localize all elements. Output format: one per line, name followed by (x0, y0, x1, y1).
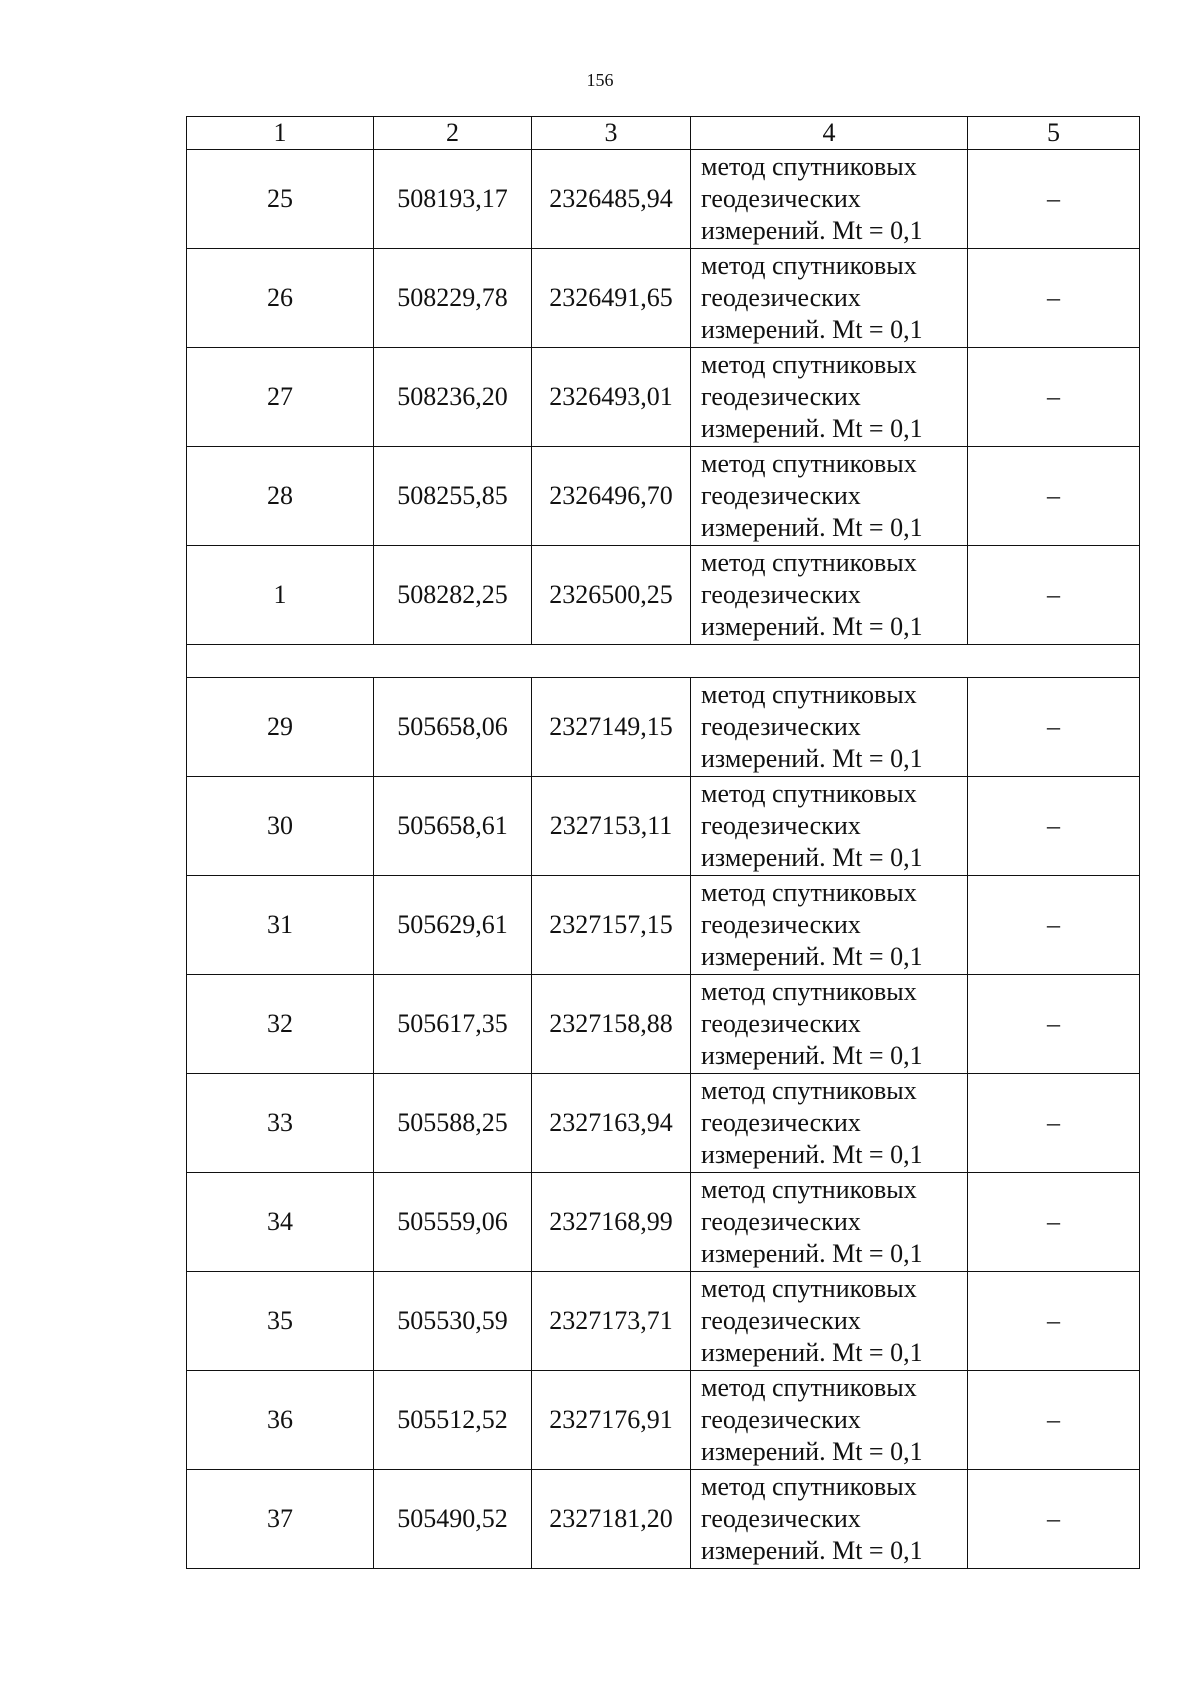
method-text-line: измерений. Mt = 0,1 (701, 612, 923, 641)
method-text-line: измерений. Mt = 0,1 (701, 513, 923, 542)
column-header-4: 4 (691, 117, 968, 150)
y-coordinate-cell: 2326485,94 (532, 150, 691, 249)
method-text-line: измерений. Mt = 0,1 (701, 414, 923, 443)
method-text-line: геодезических (701, 1504, 861, 1533)
method-text-line: геодезических (701, 580, 861, 609)
point-number-cell: 25 (187, 150, 374, 249)
method-cell (691, 249, 968, 348)
point-number-cell: 28 (187, 447, 374, 546)
y-coordinate-cell: 2327173,71 (532, 1272, 691, 1371)
method-text-line: геодезических (701, 1405, 861, 1434)
method-text-line: метод спутниковых (701, 548, 917, 577)
method-text-line: геодезических (701, 283, 861, 312)
point-number-cell: 36 (187, 1371, 374, 1470)
method-text-line: геодезических (701, 1108, 861, 1137)
coordinates-table (186, 116, 1140, 1569)
column-header-1: 1 (187, 117, 374, 150)
point-number-cell: 33 (187, 1074, 374, 1173)
x-coordinate-cell: 508282,25 (374, 546, 532, 645)
column-header-3: 3 (532, 117, 691, 150)
method-cell (691, 348, 968, 447)
y-coordinate-cell: 2326500,25 (532, 546, 691, 645)
x-coordinate-cell: 505617,35 (374, 975, 532, 1074)
method-text-line: геодезических (701, 184, 861, 213)
method-text-line: геодезических (701, 712, 861, 741)
y-coordinate-cell: 2326493,01 (532, 348, 691, 447)
note-cell: – (968, 678, 1140, 777)
x-coordinate-cell: 508229,78 (374, 249, 532, 348)
note-cell: – (968, 546, 1140, 645)
method-cell (691, 1074, 968, 1173)
method-text-line: метод спутниковых (701, 1175, 917, 1204)
method-text-line: измерений. Mt = 0,1 (701, 1041, 923, 1070)
method-text-line: измерений. Mt = 0,1 (701, 1338, 923, 1367)
method-text-line: геодезических (701, 811, 861, 840)
method-text-line: метод спутниковых (701, 779, 917, 808)
section-separator-row (187, 645, 1140, 678)
point-number-cell: 26 (187, 249, 374, 348)
method-text-line: метод спутниковых (701, 449, 917, 478)
method-cell (691, 1371, 968, 1470)
table-row (187, 1470, 1140, 1569)
method-text-line: геодезических (701, 481, 861, 510)
method-text-line: метод спутниковых (701, 1472, 917, 1501)
y-coordinate-cell: 2327158,88 (532, 975, 691, 1074)
point-number-cell: 31 (187, 876, 374, 975)
method-text-line: измерений. Mt = 0,1 (701, 1140, 923, 1169)
method-text-line: измерений. Mt = 0,1 (701, 843, 923, 872)
method-text-line: метод спутниковых (701, 350, 917, 379)
note-cell: – (968, 1371, 1140, 1470)
method-text-line: измерений. Mt = 0,1 (701, 942, 923, 971)
header-row (187, 117, 1140, 150)
table-row (187, 1173, 1140, 1272)
x-coordinate-cell: 505658,06 (374, 678, 532, 777)
note-cell: – (968, 1272, 1140, 1371)
point-number-cell: 27 (187, 348, 374, 447)
method-text-line: измерений. Mt = 0,1 (701, 1536, 923, 1565)
method-cell (691, 777, 968, 876)
table-row (187, 1272, 1140, 1371)
table-row (187, 1371, 1140, 1470)
table-row (187, 777, 1140, 876)
y-coordinate-cell: 2326491,65 (532, 249, 691, 348)
table-row (187, 678, 1140, 777)
method-text-line: метод спутниковых (701, 152, 917, 181)
method-cell (691, 1272, 968, 1371)
x-coordinate-cell: 505490,52 (374, 1470, 532, 1569)
coordinates-table-body (187, 117, 1140, 1569)
x-coordinate-cell: 505629,61 (374, 876, 532, 975)
y-coordinate-cell: 2327168,99 (532, 1173, 691, 1272)
table-row (187, 447, 1140, 546)
method-text-line: измерений. Mt = 0,1 (701, 1239, 923, 1268)
method-text-line: геодезических (701, 382, 861, 411)
x-coordinate-cell: 505530,59 (374, 1272, 532, 1371)
note-cell: – (968, 150, 1140, 249)
note-cell: – (968, 777, 1140, 876)
x-coordinate-cell: 505588,25 (374, 1074, 532, 1173)
method-text-line: метод спутниковых (701, 1373, 917, 1402)
method-text-line: измерений. Mt = 0,1 (701, 1437, 923, 1466)
page-number: 156 (586, 70, 614, 90)
method-text-line: геодезических (701, 910, 861, 939)
column-header-2: 2 (374, 117, 532, 150)
table-row (187, 975, 1140, 1074)
section-separator-cell (187, 645, 1140, 678)
point-number-cell: 1 (187, 546, 374, 645)
method-cell (691, 150, 968, 249)
y-coordinate-cell: 2327157,15 (532, 876, 691, 975)
table-row (187, 1074, 1140, 1173)
x-coordinate-cell: 508236,20 (374, 348, 532, 447)
method-cell (691, 447, 968, 546)
method-text-line: измерений. Mt = 0,1 (701, 315, 923, 344)
point-number-cell: 30 (187, 777, 374, 876)
y-coordinate-cell: 2327176,91 (532, 1371, 691, 1470)
note-cell: – (968, 447, 1140, 546)
method-text-line: метод спутниковых (701, 977, 917, 1006)
method-text-line: геодезических (701, 1009, 861, 1038)
x-coordinate-cell: 508255,85 (374, 447, 532, 546)
note-cell: – (968, 1470, 1140, 1569)
note-cell: – (968, 975, 1140, 1074)
x-coordinate-cell: 505559,06 (374, 1173, 532, 1272)
method-text-line: геодезических (701, 1207, 861, 1236)
x-coordinate-cell: 508193,17 (374, 150, 532, 249)
y-coordinate-cell: 2327163,94 (532, 1074, 691, 1173)
table-row (187, 150, 1140, 249)
note-cell: – (968, 1173, 1140, 1272)
point-number-cell: 32 (187, 975, 374, 1074)
table-row (187, 876, 1140, 975)
method-text-line: метод спутниковых (701, 1076, 917, 1105)
point-number-cell: 29 (187, 678, 374, 777)
method-text-line: измерений. Mt = 0,1 (701, 216, 923, 245)
column-header-5: 5 (968, 117, 1140, 150)
note-cell: – (968, 1074, 1140, 1173)
note-cell: – (968, 249, 1140, 348)
method-text-line: метод спутниковых (701, 680, 917, 709)
method-cell (691, 975, 968, 1074)
table-row (187, 546, 1140, 645)
table-row (187, 348, 1140, 447)
method-text-line: метод спутниковых (701, 878, 917, 907)
method-text-line: измерений. Mt = 0,1 (701, 744, 923, 773)
y-coordinate-cell: 2327181,20 (532, 1470, 691, 1569)
note-cell: – (968, 348, 1140, 447)
point-number-cell: 34 (187, 1173, 374, 1272)
point-number-cell: 37 (187, 1470, 374, 1569)
y-coordinate-cell: 2327153,11 (532, 777, 691, 876)
x-coordinate-cell: 505658,61 (374, 777, 532, 876)
y-coordinate-cell: 2327149,15 (532, 678, 691, 777)
method-cell (691, 1470, 968, 1569)
method-cell (691, 546, 968, 645)
method-text-line: метод спутниковых (701, 1274, 917, 1303)
method-cell (691, 876, 968, 975)
method-cell (691, 678, 968, 777)
note-cell: – (968, 876, 1140, 975)
method-text-line: метод спутниковых (701, 251, 917, 280)
method-text-line: геодезических (701, 1306, 861, 1335)
y-coordinate-cell: 2326496,70 (532, 447, 691, 546)
point-number-cell: 35 (187, 1272, 374, 1371)
x-coordinate-cell: 505512,52 (374, 1371, 532, 1470)
method-cell (691, 1173, 968, 1272)
table-row (187, 249, 1140, 348)
